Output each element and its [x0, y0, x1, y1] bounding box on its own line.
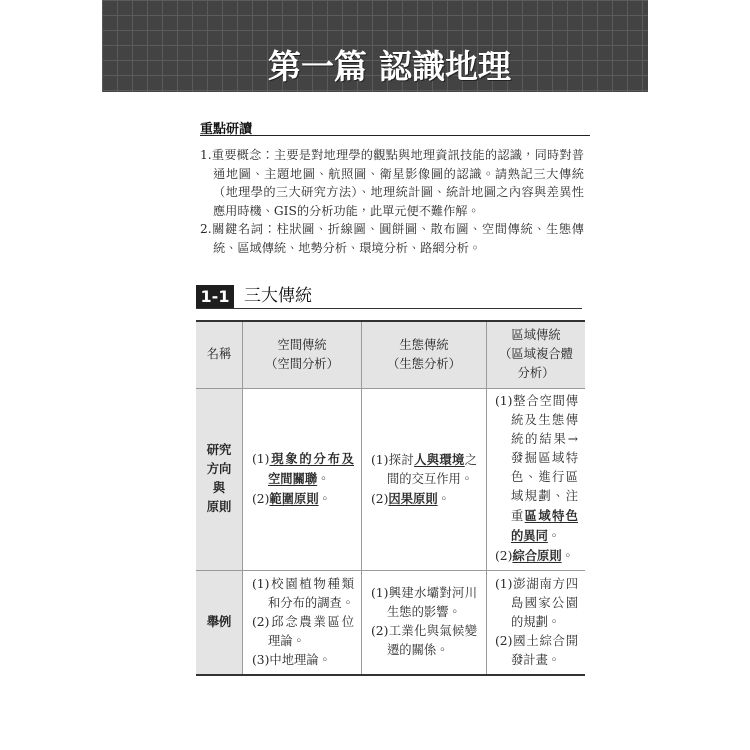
text-line: [495, 526, 578, 546]
text-line: 名稱: [206, 347, 232, 362]
list-item: [371, 450, 477, 489]
text-line: 的規劃。: [511, 614, 561, 629]
list-item: [495, 632, 578, 670]
row-label-examples: [196, 570, 243, 675]
focus-list: [200, 146, 584, 257]
chapter-banner: [102, 0, 648, 92]
text-line: 原則: [206, 500, 232, 514]
text-line: 統的結果→: [511, 432, 578, 446]
text-line: (2)工業化與氣候變: [371, 624, 477, 639]
text-line: （區域複合體: [499, 347, 573, 362]
cell-ecological-examples: [362, 570, 487, 675]
text-segment: (2): [252, 492, 270, 506]
table-header-row: [196, 321, 585, 388]
text-line: (3)中地理論。: [252, 652, 331, 667]
text-line: （地理學的三大研究方法）、地理統計圖、統計地圖之內容與差異性: [213, 185, 584, 199]
text-line: 與: [212, 481, 226, 495]
text-line: [371, 489, 477, 509]
list-item: [252, 575, 354, 613]
key-term: 人與環境: [414, 451, 465, 467]
key-term: 空間關聯: [268, 471, 318, 486]
list-item: [495, 575, 578, 632]
list-item: [252, 613, 354, 651]
text-line: (2)國土綜合開: [495, 633, 578, 648]
text-line: 發計畫。: [511, 652, 561, 667]
text-line: (2)邱念農業區位: [252, 614, 354, 629]
text-line: [495, 546, 578, 566]
cell-regional-examples: [487, 570, 586, 675]
text-line: 分析）: [517, 366, 555, 381]
key-term: 範圍原則: [269, 491, 319, 506]
section-number-badge: 1-1: [196, 285, 234, 308]
text-segment: 。: [317, 472, 330, 486]
text-line: 舉例: [206, 614, 232, 629]
text-line: (1)興建水壩對河川: [371, 586, 477, 601]
text-segment: (2): [371, 491, 389, 506]
text-line: 1.重要概念：主要是對地理學的觀點與地理資訊技能的認識，同時對普: [200, 148, 584, 162]
text-segment: 之: [464, 452, 477, 467]
text-line: (1)校園植物種類: [252, 576, 354, 591]
text-line: 統、區域傳統、地勢分析、環境分析、路網分析。: [213, 240, 482, 255]
text-line: 發掘區域特: [511, 451, 578, 465]
list-item: [200, 146, 584, 220]
text-line: [252, 449, 354, 469]
text-line: 方向: [206, 462, 232, 476]
text-segment: 。: [561, 549, 574, 563]
text-line: (1)澎湖南方四: [495, 576, 578, 591]
section-title: 三大傳統: [244, 286, 312, 306]
key-term: 綜合原則: [512, 548, 562, 563]
focus-heading-bar: [200, 118, 590, 136]
text-line: 島國家公園: [511, 595, 578, 610]
header-cell-regional-tradition: [487, 321, 586, 388]
cell-ecological-principles: [362, 388, 487, 570]
header-cell-spatial-tradition: [243, 321, 362, 388]
list-item: [371, 622, 477, 660]
key-term: 區域特色: [524, 508, 578, 523]
text-line: 2.關鍵名詞：柱狀圖、折線圖、圓餅圖、散布圖、空間傳統、生態傳: [200, 222, 584, 236]
chapter-title: [268, 49, 511, 85]
list-item: [200, 220, 584, 257]
text-segment: 。: [318, 492, 331, 506]
chapter-name: 認識地理: [379, 47, 511, 86]
text-line: [371, 450, 477, 470]
text-line: 應用時機、GIS的分析功能，此單元便不難作解。: [213, 203, 480, 218]
text-line: [252, 489, 354, 509]
focus-heading: 重點研讀: [200, 122, 253, 137]
list-item: [371, 584, 477, 622]
text-line: 和分布的調查。: [268, 595, 355, 610]
list-item: [495, 392, 578, 546]
row-label-principles: [196, 388, 243, 570]
text-line: 生態傳統: [399, 337, 449, 352]
text-line: 理論。: [268, 633, 305, 648]
cell-spatial-principles: [243, 388, 362, 570]
text-line: 遷的關係。: [387, 643, 449, 658]
text-segment: 。: [437, 491, 450, 506]
text-line: （生態分析）: [387, 356, 461, 371]
table-body: [196, 321, 585, 675]
key-term: 因果原則: [388, 490, 438, 506]
list-item: [252, 651, 354, 670]
text-line: 空間傳統: [277, 337, 327, 352]
header-cell-name: [196, 321, 243, 388]
cell-regional-principles: [487, 388, 586, 570]
text-segment: (2): [495, 549, 513, 563]
cell-spatial-examples: [243, 570, 362, 675]
header-cell-ecological-tradition: [362, 321, 487, 388]
chapter-volume: 第一篇: [268, 47, 367, 86]
text-line: 研究: [206, 443, 232, 457]
key-term: 現象的分布及: [269, 451, 354, 466]
text-line: 間的交互作用。: [387, 471, 474, 486]
text-line: 區域傳統: [511, 328, 561, 343]
table-row-examples: [196, 570, 585, 675]
list-item: [252, 449, 354, 489]
text-segment: (1): [252, 452, 270, 466]
text-segment: 。: [547, 529, 561, 543]
text-line: 域規劃、注: [511, 489, 578, 503]
text-segment: 重: [511, 509, 525, 523]
text-line: 生態的影響。: [387, 605, 461, 620]
text-line: (1)整合空間傳: [495, 394, 578, 408]
list-item: [495, 546, 578, 566]
table-row-principles: [196, 388, 585, 570]
text-line: 通地圖、主題地圖、航照圖、衛星影像圖的認識。請熟記三大傳統: [213, 166, 584, 181]
list-item: [252, 489, 354, 509]
text-line: 色、進行區: [511, 470, 578, 484]
text-line: 統及生態傳: [511, 413, 578, 427]
three-traditions-table: [196, 320, 585, 676]
text-line: （空間分析）: [265, 356, 339, 371]
key-term: 的異同: [511, 528, 548, 543]
text-line: [495, 506, 578, 526]
text-segment: (1)探討: [371, 452, 415, 467]
list-item: [371, 489, 477, 509]
text-line: [252, 469, 354, 489]
